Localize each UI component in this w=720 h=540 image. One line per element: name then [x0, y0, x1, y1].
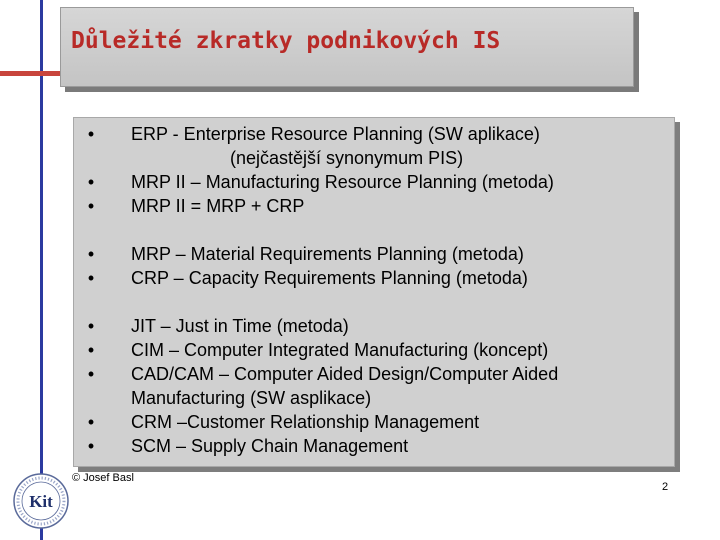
slide-number: 2: [662, 481, 669, 493]
list-item: [74, 338, 674, 362]
item-text: CIM – Computer Integrated Manufacturing (koncept): [131, 340, 549, 360]
content-box: [73, 117, 675, 467]
bullet: •: [87, 436, 95, 456]
item-text: MRP II = MRP + CRP: [131, 196, 305, 216]
title-box: [60, 7, 634, 87]
item-text: CRP – Capacity Requirements Planning (metoda): [131, 268, 528, 288]
bullet: •: [87, 124, 95, 144]
list-item-continuation: [74, 146, 674, 170]
logo-text: Kit: [29, 492, 53, 511]
bullet: •: [87, 364, 95, 384]
list-item: [74, 122, 674, 146]
bullet: •: [87, 268, 95, 288]
item-text: SCM – Supply Chain Management: [131, 436, 409, 456]
item-text: (nejčastější synonymum PIS): [230, 148, 464, 168]
item-text: ERP - Enterprise Resource Planning (SW aplikace): [131, 124, 540, 144]
copyright: © Josef Basl: [72, 472, 134, 484]
title-accent-line: [0, 71, 62, 76]
list-item: [74, 242, 674, 266]
item-text: MRP II – Manufacturing Resource Planning (metoda): [131, 172, 554, 192]
slide-title: Důležité zkratky podnikových IS: [71, 28, 501, 54]
list-item: [74, 194, 674, 218]
list-item: [74, 266, 674, 290]
bullet: •: [87, 316, 95, 336]
bullet: •: [87, 172, 95, 192]
item-text: MRP – Material Requirements Planning (metoda): [131, 244, 524, 264]
item-text: CRM –Customer Relationship Management: [131, 412, 480, 432]
bullet: •: [87, 196, 95, 216]
list-item: [74, 410, 674, 434]
list-item: [74, 434, 674, 458]
left-vertical-rule: [40, 0, 43, 540]
list-item: [74, 362, 674, 386]
item-text: CAD/CAM – Computer Aided Design/Computer Aided: [131, 364, 559, 384]
list-item-continuation: [74, 386, 674, 410]
list-item: [74, 314, 674, 338]
item-text: Manufacturing (SW asplikace): [131, 388, 372, 408]
list-item: [74, 170, 674, 194]
kit-logo: [12, 472, 70, 530]
bullet: •: [87, 340, 95, 360]
item-text: JIT – Just in Time (metoda): [131, 316, 349, 336]
bullet: •: [87, 412, 95, 432]
bullet: •: [87, 244, 95, 264]
